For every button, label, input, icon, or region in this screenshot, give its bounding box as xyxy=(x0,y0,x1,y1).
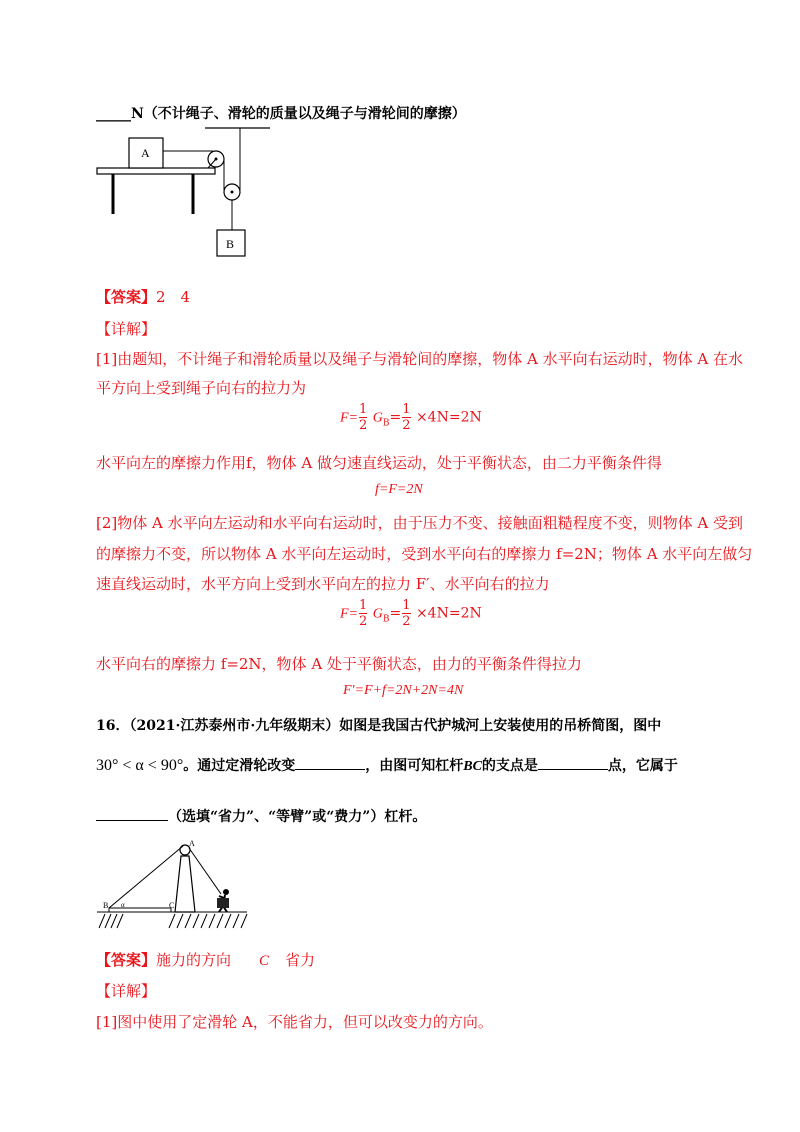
block-b-label: B xyxy=(226,237,235,251)
q16-line2: 30° < α < 90°。通过定滑轮改变 ，由图可知杠杆BC的支点是 点，它属于 xyxy=(96,757,678,774)
q15-p1-line2: 平方向上受到绳子向右的拉力为 xyxy=(96,379,307,397)
q15-eq2: f=F=2N xyxy=(375,482,423,497)
q15-stem xyxy=(96,103,466,123)
ground-left xyxy=(97,912,123,928)
q15-stem-text: N（不计绳子、滑轮的质量以及绳子与滑轮间的摩擦） xyxy=(131,106,466,122)
q16-condition: 30° < α < 90° xyxy=(96,757,184,774)
tower xyxy=(175,856,195,912)
q16-blank-2 xyxy=(538,769,608,770)
q15-eq3: F= $\frac{1}{2}$ $G_B=$ $\frac{1}{2}$ ×4N=2N xyxy=(340,598,482,629)
q15-eq4: F′=F+f=2N+2N=4N xyxy=(343,683,464,698)
q15-p1-line1: [1]由题知，不计绳子和滑轮质量以及绳子与滑轮间的摩擦，物体 A 水平向右运动时，物体 A 在水 xyxy=(96,350,743,368)
q15-p4-line: 水平向右的摩擦力 f=2N，物体 A 处于平衡状态，由力的平衡条件得拉力 xyxy=(96,655,582,673)
q15-p2-line: 水平向左的摩擦力作用f，物体 A 做匀速直线运动，处于平衡状态，由二力平衡条件得 xyxy=(96,454,662,472)
q16-blank-3 xyxy=(96,820,168,821)
q15-eq1: F= $\frac{1}{2}$ $G_B=$ $\frac{1}{2}$ ×4N=2N xyxy=(340,402,482,433)
q15-detail-tag: 【详解】 xyxy=(96,320,157,338)
q15-stem-blank: _____ xyxy=(96,106,131,122)
q16-answer-1: 施力的方向 xyxy=(156,951,232,969)
q16-answer-3: 省力 xyxy=(285,951,316,969)
q15-pulley-figure xyxy=(95,122,295,262)
label-c: C xyxy=(169,901,175,910)
q16-detail-tag: 【详解】 xyxy=(96,982,157,1000)
person-figure xyxy=(217,889,229,912)
label-alpha: α xyxy=(121,901,125,909)
q16-answer-2: C xyxy=(259,953,270,969)
label-b: B xyxy=(103,901,109,910)
q15-p3-line1: [2]物体 A 水平向左运动和水平向右运动时，由于压力不变、接触面粗糙程度不变，则物体 A 受到 xyxy=(96,514,743,532)
q16-drawbridge-figure xyxy=(97,836,252,936)
block-a-label: A xyxy=(141,146,150,160)
ground-right xyxy=(167,912,247,928)
q16-answer: 【答案】施力的方向 C 省力 xyxy=(96,951,316,969)
q16-detail-1: [1]图中使用了定滑轮 A，不能省力，但可以改变力的方向。 xyxy=(96,1013,493,1031)
label-a: A xyxy=(189,839,195,848)
answer-tag: 【答案】 xyxy=(96,288,157,306)
rope-a-to-person xyxy=(189,848,221,894)
bridge-bc xyxy=(109,908,171,912)
answer-value: 2 4 xyxy=(156,288,191,306)
q15-answer xyxy=(96,286,190,307)
q16-blank-1 xyxy=(295,769,365,770)
q15-p3-line2: 的摩擦力不变，所以物体 A 水平向左运动时，受到水平向右的摩擦力 f=2N；物体 A 水平向左做匀 xyxy=(96,545,753,563)
q16-line3: （选填“省力”、“等臂”或“费力”）杠杆。 xyxy=(96,806,426,826)
rope-b-to-a xyxy=(109,846,183,908)
q16-line1: 16．（2021·江苏泰州市·九年级期末）如图是我国古代护城河上安装使用的吊桥简图，图中 xyxy=(96,718,662,734)
q15-p3-line3: 速直线运动时，水平方向上受到水平向左的拉力 F′、水平向右的拉力 xyxy=(96,575,550,593)
table-top xyxy=(97,168,215,174)
